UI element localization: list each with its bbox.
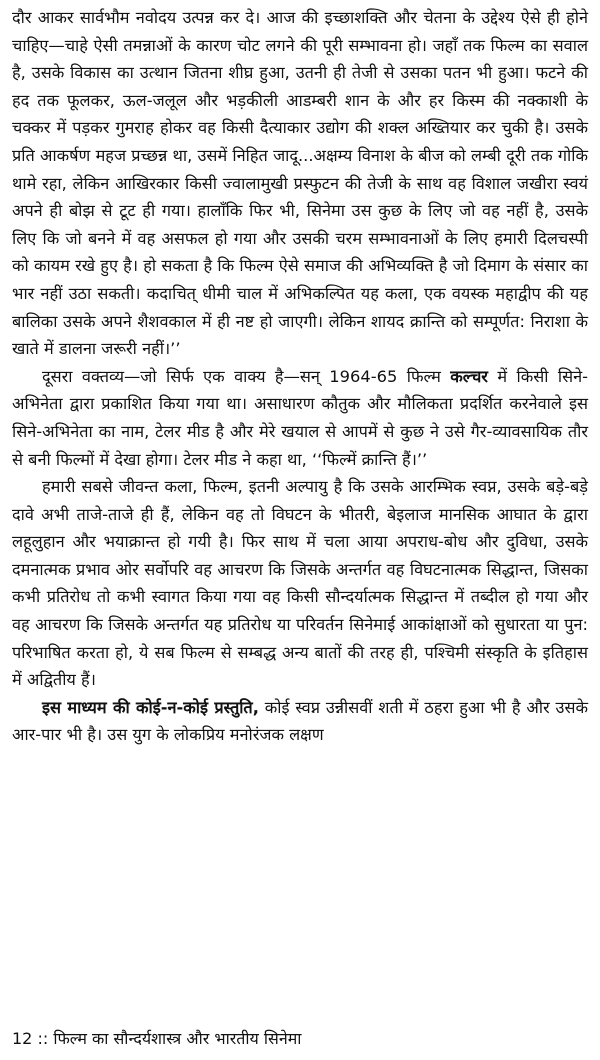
paragraph-2-text-end: में किसी सिने-अभिनेता द्वारा प्रकाशित किया गया था। असाधारण कौतुक और मौलिकता प्रदर्शित करनेवाले इस सिने-अभिनेता का नाम, टेलर मीड है और मेरे खयाल से आपमें से कुछ ने उसे गैर-व्यावसायिक तौर से बनी फिल्मों में देखा होगा। टेलर मीड ने कहा था, ‘‘फिल्में क्रान्ति हैं।’’ xyxy=(12,366,588,469)
paragraph-2-text-start: दूसरा वक्तव्य—जो सिर्फ एक वाक्य है—सन् 1964-65 फिल्म xyxy=(42,366,451,386)
paragraph-3: हमारी सबसे जीवन्त कला, फिल्म, इतनी अल्पायु है कि उसके आरम्भिक स्वप्न, उसके बड़े-बड़े दावे अभी ताजे-ताजे ही हैं, लेकिन वह तो विघटन के भीतरी, बेइलाज मानसिक आघात के द्वारा लहूलुहान और भयाक्रान्त हो गयी है। फिर साथ में चला आया अपराध-बोध और दुविधा, उसके दमनात्मक प्रभाव ओर सर्वोपरि वह आचरण कि जिसके अन्तर्गत वह विघटनात्मक सिद्धान्त, जिसका कभी प्रतिरोध तो कभी स्वागत किया गया वह किसी सौन्दर्यात्मक सिद्धान्त में तब्दील हो गया और वह आचरण कि जिसके अन्तर्गत यह प्रतिरोध या परिवर्तन सिनेमाई आकांक्षाओं को सुधारता या पुन: परिभाषित करता हो, ये सब फिल्म से सम्बद्ध अन्य बातों की तरह ही, पश्चिमी संस्कृति के इतिहास में अद्वितीय हैं। xyxy=(12,477,588,690)
paragraph-4 xyxy=(12,694,588,749)
page-number: 12 xyxy=(12,1029,33,1048)
book-title: फिल्म का सौन्दर्यशास्त्र और भारतीय सिनेमा xyxy=(53,1029,302,1048)
page-footer xyxy=(12,1028,301,1050)
paragraph-1: दौर आकर सार्वभौम नवोदय उत्पन्न कर दे। आज की इच्छाशक्ति और चेतना के उद्देश्य ऐसे ही होने चाहिए—चाहे ऐसी तमन्नाओं के कारण चोट लगने की पूरी सम्भावना हो। जहाँ तक फिल्म का सवाल है, उसके विकास का उत्थान जितना शीघ्र हुआ, उतनी ही तेजी से उसका पतन भी हुआ। फटने की हद तक फूलकर, ऊल-जलूल और भड़कीली आडम्बरी शान के और हर किस्म की नक्काशी के चक्कर में पड़कर गुमराह होकर वह किसी दैत्याकार उद्योग की शक्ल अख्तियार कर चुकी है। उसके प्रति आकर्षण महज प्रच्छन्न था, उसमें निहित जादू...अक्षम्य विनाश के बीज को लम्बी दूरी तक गोकि थामे रहा, लेकिन आखिरकार किसी ज्वालामुखी प्रस्फुटन की तेजी के साथ वह विशाल जखीरा स्वयं अपने ही बोझ से टूट ही गया। हालाँकि फिर भी, सिनेमा उस कुछ के लिए जो वह नहीं है, उसके लिए कि जो बनने में वह असफल हो गया और उसकी चरम सम्भावनाओं के लिए हमारी दिलचस्पी को कायम रखे हुए है। हो सकता है कि फिल्म ऐसे समाज की अभिव्यक्ति है जो दिमाग के संसार का भार नहीं उठा सकती। कदाचित् धीमी चाल में अभिकल्पित यह कला, एक वयस्क महाद्वीप की यह बालिका उसके अपने शैशवकाल में ही नष्ट हो जाएगी। लेकिन शायद क्रान्ति को सम्पूर्णत: निराशा के खाते में डालना जरूरी नहीं।’’ xyxy=(12,8,588,359)
paragraph-4-text: कोई स्वप्न उन्नीसवीं शती में ठहरा हुआ भी है और उसके आर-पार भी है। उस युग के लोकप्रिय मनोरंजक लक्षण xyxy=(12,697,588,745)
paragraph-2-bold-term: कल्चर xyxy=(450,366,488,386)
footer-separator: :: xyxy=(32,1029,54,1048)
paragraph-2 xyxy=(12,363,588,473)
paragraph-4-bold-lead: इस माध्यम की कोई-न-कोई प्रस्तुति, xyxy=(42,697,259,717)
